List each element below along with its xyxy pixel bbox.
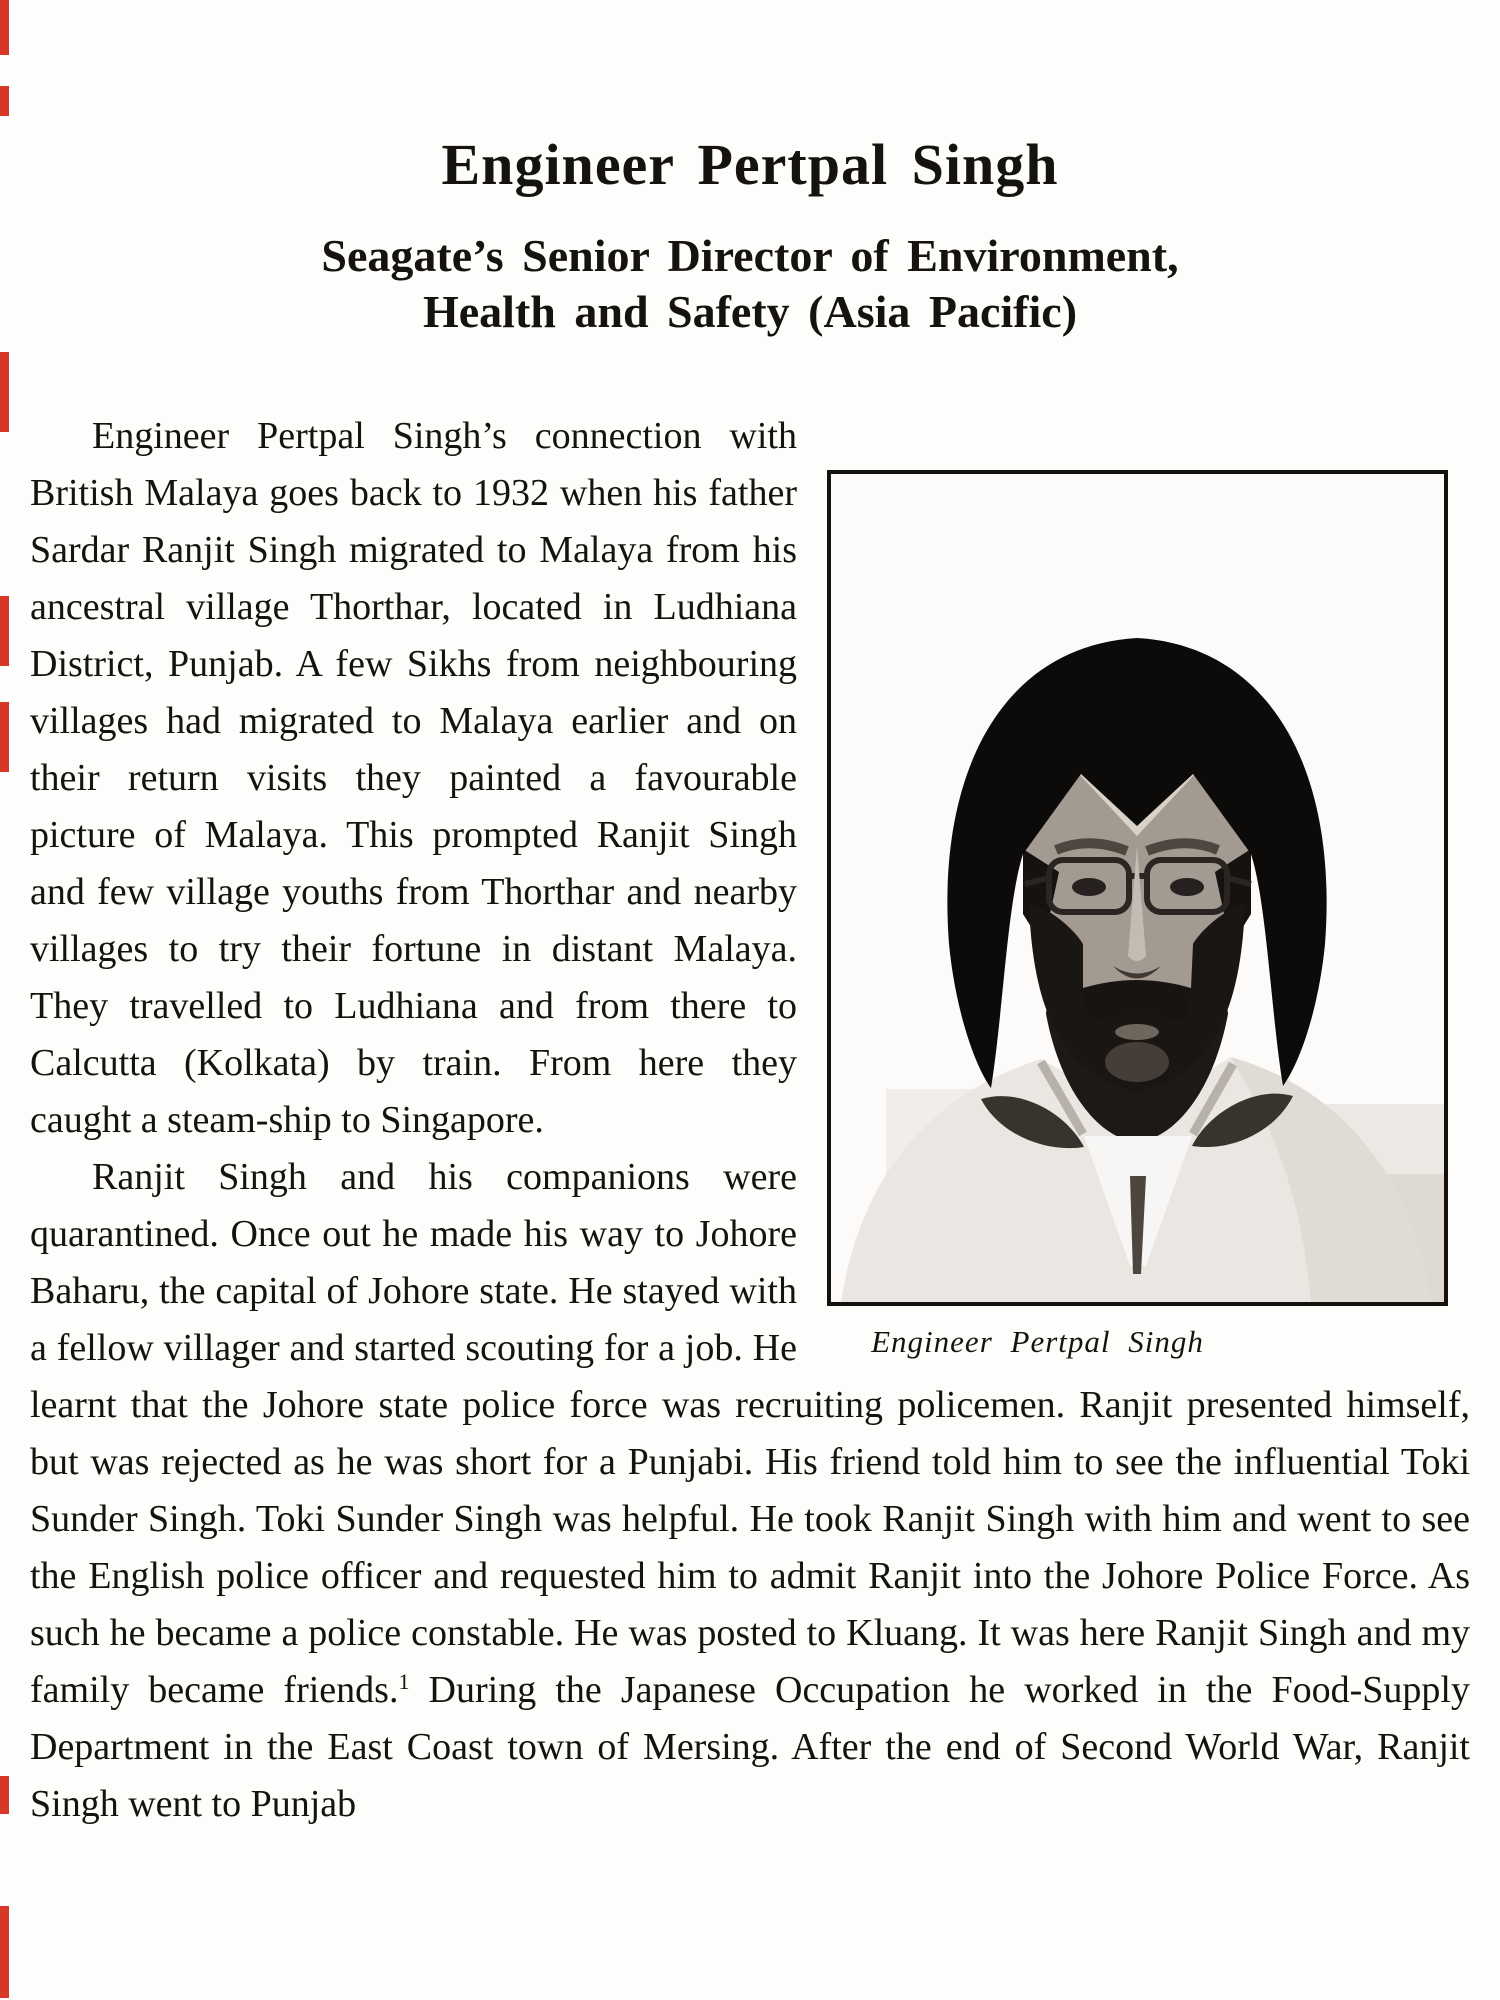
red-edge-mark bbox=[0, 1906, 9, 1998]
red-edge-mark bbox=[0, 1776, 9, 1814]
article-body bbox=[30, 408, 1470, 1833]
red-edge-mark bbox=[0, 352, 9, 432]
red-edge-mark bbox=[0, 702, 9, 772]
footnote-marker: 1 bbox=[398, 1669, 410, 1694]
portrait-figure bbox=[827, 470, 1448, 1364]
subtitle-line-1: Seagate’s Senior Director of Environment, bbox=[321, 230, 1179, 281]
photo-caption: Engineer Pertpal Singh bbox=[871, 1324, 1204, 1359]
paragraph-1: Engineer Pertpal Singh’s connection with British Malaya goes back to 1932 when his father Sardar Ranjit Singh migrated to Malaya from his ancestral village Thorthar, located in Ludhiana District, Punjab. A few Sikhs from neighbouring villages had migrated to Malaya earlier and on their return visits they painted a favourable picture of Malaya. This prompted Ranjit Singh and few village youths from Thorthar and nearby villages to try their fortune in distant Malaya. They travelled to Ludhiana and from there to Calcutta (Kolkata) by train. From here they caught a steam-ship to Singapore. bbox=[30, 415, 797, 1141]
portrait-illustration bbox=[831, 474, 1444, 1302]
red-edge-mark bbox=[0, 0, 9, 55]
paragraph-2-continued: During the Japanese Occupation he worked in the Food-Supply Department in the East Coast town of Mersing. After the end of Second World War, Ranjit Singh went to Punjab bbox=[30, 1669, 1470, 1825]
red-edge-mark bbox=[0, 596, 9, 666]
page-title: Engineer Pertpal Singh bbox=[441, 132, 1059, 197]
subtitle-line-2: Health and Safety (Asia Pacific) bbox=[422, 286, 1078, 337]
red-edge-mark bbox=[0, 86, 9, 116]
portrait-photo bbox=[827, 470, 1448, 1306]
paragraph-2-text: Ranjit Singh and his companions were quarantined. Once out he made his way to Johore Baharu, the capital of Johore state. He stayed with a fellow villager and started scouting for a job. He learnt that the Johore state police force was recruiting policemen. Ranjit presented himself, but was rejected as he was short for a Punjabi. His friend told him to see the influential Toki Sunder Singh. Toki Sunder Singh was helpful. He took Ranjit Singh with him and went to see the English police officer and requested him to admit Ranjit into the Johore Police Force. As such he became a police constable. He was posted to Kluang. It was here Ranjit Singh and my family became friends. bbox=[30, 1156, 1470, 1711]
page-subtitle bbox=[30, 228, 1470, 340]
